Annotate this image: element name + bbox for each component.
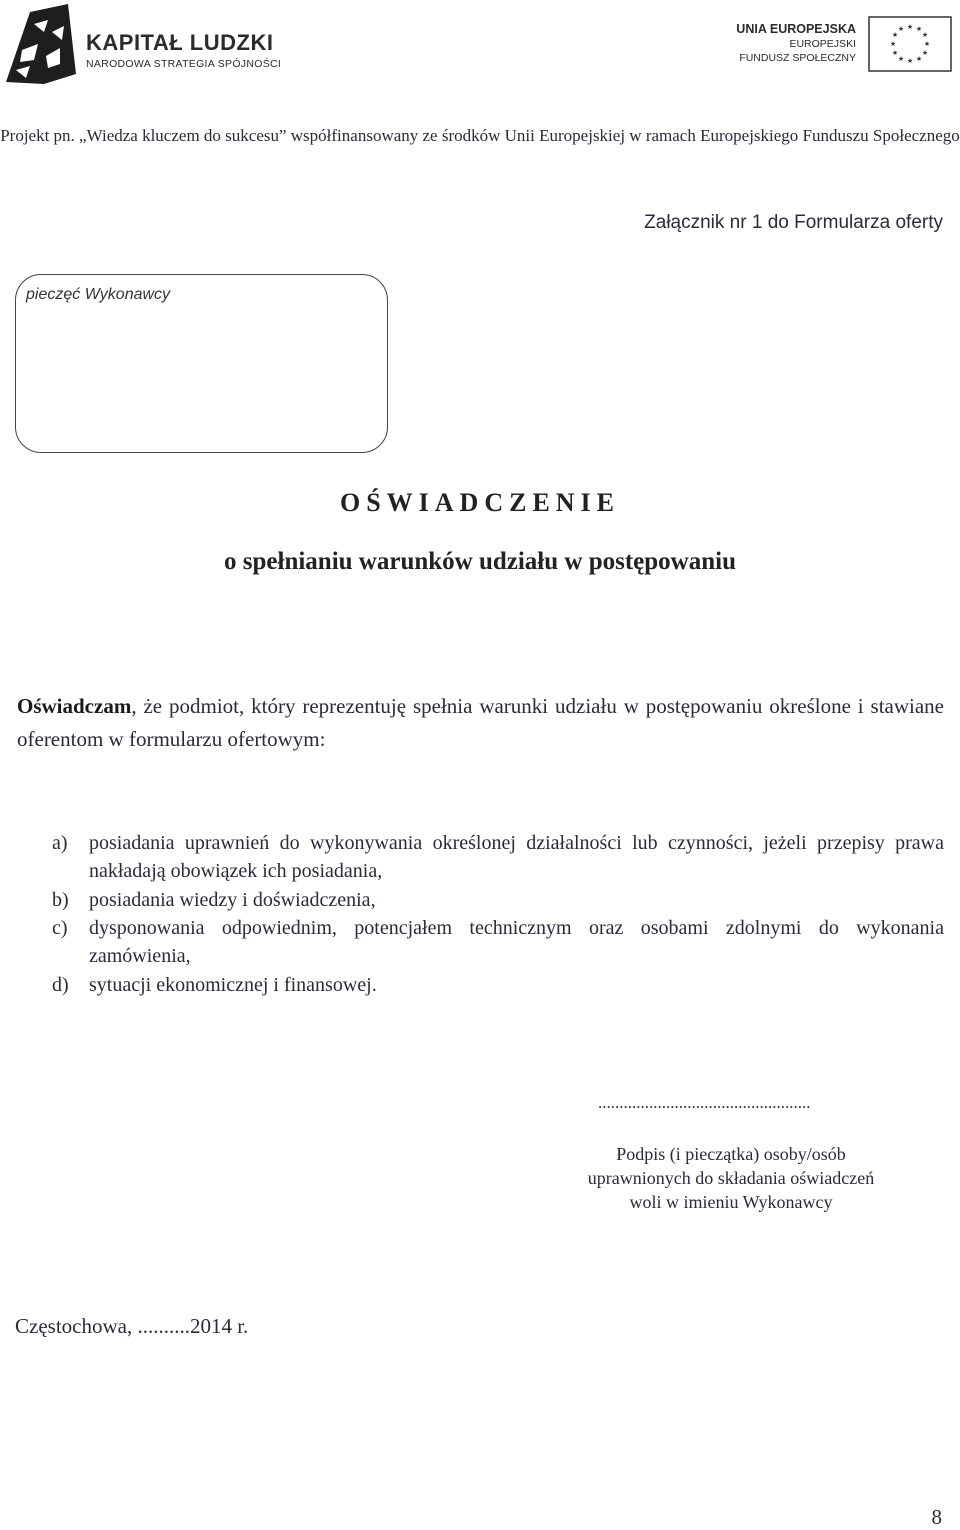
intro-text: , że podmiot, który reprezentuję spełnia warunki udziału w postępowaniu określone i stawiane oferentom w formularzu ofertowym: [17,694,944,751]
signature-caption-line3: woli w imieniu Wykonawcy [629,1192,833,1212]
eu-label-line2: EUROPEJSKI [789,38,856,50]
list-item-text: posiadania uprawnień do wykonywania określonej działalności lub czynności, jeżeli przepisy prawa nakładają obowiązek ich posiadania, [89,832,944,882]
eu-flag-icon [868,16,952,72]
signature-caption-line1: Podpis (i pieczątka) osoby/osób [616,1144,846,1164]
eu-label-line3: FUNDUSZ SPOŁECZNY [739,52,856,64]
list-item-letter: c) [52,917,68,939]
page-number: 8 [931,1505,942,1529]
svg-text:★: ★ [923,40,931,48]
list-item-text: dysponowania odpowiednim, potencjałem technicznym oraz osobami zdolnymi do wykonania zamówienia, [89,917,944,967]
svg-text:★: ★ [915,55,923,63]
signature-dots: .................................................. [598,1093,811,1112]
svg-text:★: ★ [891,49,899,57]
signature-caption [566,1142,896,1214]
logo-title: KAPITAŁ LUDZKI [86,30,274,55]
intro-paragraph [17,690,944,756]
list-item-letter: d) [52,974,69,996]
intro-bold: Oświadczam [17,694,132,718]
eu-label-line1: UNIA EUROPEJSKA [736,22,856,36]
svg-text:★: ★ [889,40,897,48]
svg-text:★: ★ [906,23,914,31]
svg-text:★: ★ [921,49,929,57]
logo-subtitle: NARODOWA STRATEGIA SPÓJNOŚCI [86,58,282,70]
list-item [52,971,944,999]
project-description: Projekt pn. „Wiedza kluczem do sukcesu” współfinansowany ze środków Unii Europejskiej w ramach Europejskiego Funduszu Społecznego [0,126,960,145]
signature-caption-line2: uprawnionych do składania oświadczeń [587,1168,875,1188]
list-item-text: posiadania wiedzy i doświadczenia, [89,889,376,911]
svg-text:★: ★ [897,25,905,33]
list-item-text: sytuacji ekonomicznej i finansowej. [89,974,377,996]
svg-text:★: ★ [921,31,929,39]
attachment-label: Załącznik nr 1 do Formularza oferty [644,212,943,233]
svg-text:★: ★ [897,55,905,63]
stamp-label: pieczęć Wykonawcy [26,286,171,303]
svg-text:★: ★ [906,57,914,65]
document-title: OŚWIADCZENIE [339,488,621,517]
document-subtitle: o spełnianiu warunków udziału w postępowaniu [224,548,736,575]
list-item [52,886,944,914]
place-date: Częstochowa, ..........2014 r. [15,1314,249,1338]
svg-text:★: ★ [891,31,899,39]
list-item [52,829,944,885]
list-item-letter: b) [52,889,69,911]
list-item [52,914,944,970]
svg-text:★: ★ [915,25,923,33]
list-item-letter: a) [52,832,68,854]
